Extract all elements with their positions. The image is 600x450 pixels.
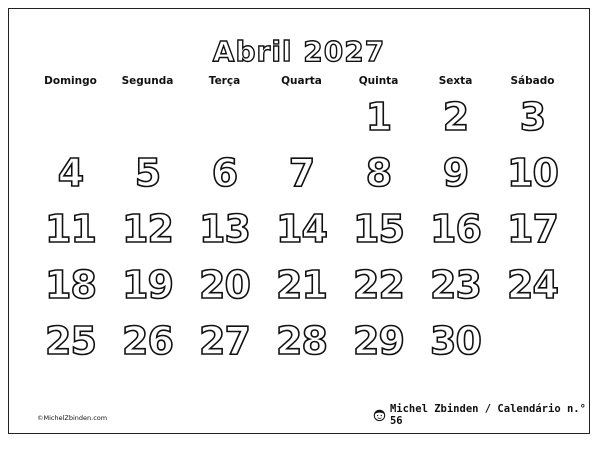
- day-5: 5: [134, 151, 161, 195]
- day-27: 27: [199, 319, 250, 363]
- day-4: 4: [57, 151, 84, 195]
- day-11: 11: [45, 207, 96, 251]
- day-2: 2: [442, 95, 469, 139]
- day-15: 15: [353, 207, 404, 251]
- day-24: 24: [507, 263, 558, 307]
- day-29: 29: [353, 319, 404, 363]
- day-28: 28: [276, 319, 327, 363]
- calendar-page: [8, 8, 590, 434]
- day-1: 1: [365, 95, 392, 139]
- weekday-wednesday: Quarta: [281, 75, 322, 87]
- day-21: 21: [276, 263, 327, 307]
- day-12: 12: [122, 207, 173, 251]
- day-6: 6: [211, 151, 238, 195]
- day-26: 26: [122, 319, 173, 363]
- day-17: 17: [507, 207, 558, 251]
- day-30: 30: [430, 319, 481, 363]
- weekday-sunday: Domingo: [44, 75, 97, 87]
- day-20: 20: [199, 263, 250, 307]
- day-23: 23: [430, 263, 481, 307]
- day-16: 16: [430, 207, 481, 251]
- day-9: 9: [442, 151, 469, 195]
- day-14: 14: [276, 207, 327, 251]
- weekday-friday: Sexta: [438, 75, 473, 87]
- website-credit: ©MichelZbinden.com: [37, 414, 108, 422]
- day-7: 7: [288, 151, 315, 195]
- weekday-thursday: Quinta: [358, 75, 399, 87]
- day-grid: [9, 89, 589, 369]
- author-credit: [373, 403, 589, 427]
- weekday-monday: Segunda: [121, 75, 174, 87]
- day-19: 19: [122, 263, 173, 307]
- weekday-tuesday: Terça: [208, 75, 241, 87]
- month-title: Abril 2027: [212, 35, 386, 68]
- day-22: 22: [353, 263, 404, 307]
- day-10: 10: [507, 151, 558, 195]
- day-13: 13: [199, 207, 250, 251]
- author-credit-text: Michel Zbinden / Calendário n.° 56: [389, 403, 586, 427]
- day-25: 25: [45, 319, 96, 363]
- weekday-saturday: Sábado: [510, 75, 555, 87]
- day-8: 8: [365, 151, 392, 195]
- day-18: 18: [45, 263, 96, 307]
- author-face-icon: [373, 408, 386, 422]
- day-3: 3: [519, 95, 546, 139]
